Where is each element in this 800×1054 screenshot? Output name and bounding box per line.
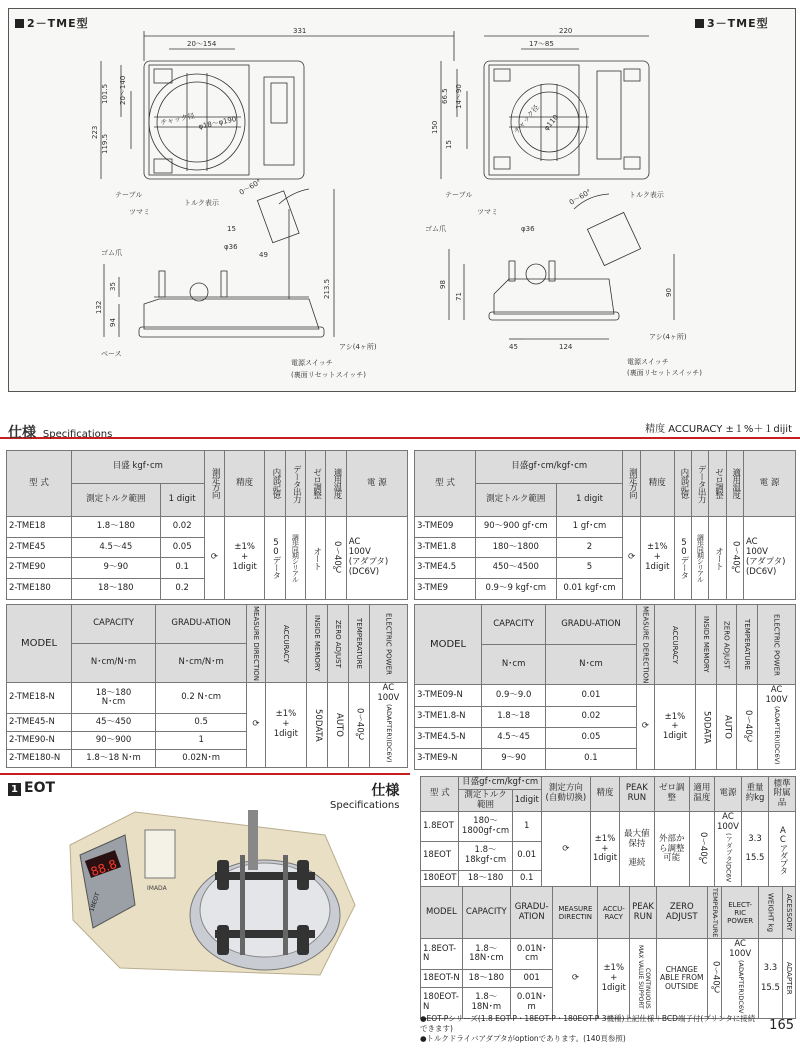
dim-text: 213.5 bbox=[323, 278, 331, 299]
table-row: 18EOT 1.8～18kgf･cm 0.01 bbox=[421, 841, 796, 870]
dim-text: 223 bbox=[91, 125, 99, 139]
part-label: ツマミ bbox=[129, 208, 150, 216]
part-label: 電源スイッチ bbox=[291, 359, 333, 367]
dim-text: 150 bbox=[431, 120, 439, 134]
part-label: (裏面リセットスイッチ) bbox=[627, 369, 703, 377]
rotate-icon: ⟳ bbox=[247, 683, 265, 768]
table-row: 2-TME18-N 18～180 N･cm 0.2 N･cm ⟳ ±1% + 1digit 50DATA AUTO 0～40℃ AC 100V (ADAPTER)(DC6V) bbox=[7, 683, 408, 714]
dim-text: 331 bbox=[293, 27, 307, 35]
table-2tme-en: MODEL CAPACITY GRADU-ATION MEASURE DIRECTION ACCURACY INSIDE MEMORY ZERO ADJUST TEMPERATURE ELECTRIC POWER N･cm/N･m N･cm/N･m 2-TME18-N 18～180 N･cm 0.2 N･cm ⟳ ±1% + 1digit 50DATA AUTO 0～40℃ AC 100V (ADAPTER)(DC6V) 2-TME45-N 45～450 0.5 2-TME90-N 90～900 1 2-TME180-N 1.8～18 N･m 0.02N･m bbox=[6, 604, 408, 768]
dim-text: 14～90 bbox=[455, 84, 463, 109]
dim-text: 101.5 bbox=[101, 83, 109, 104]
svg-text:18EOT: 18EOT bbox=[88, 891, 102, 913]
dim-text: 90 bbox=[665, 288, 673, 297]
dim-text: 35 bbox=[109, 282, 117, 291]
note-item: ●EOT-Pシリーズ(1.8 EOT-P・18EOT-P・180EOT-P 3機種)上記仕様＋BCD端子付(プリンタに接続できます) bbox=[420, 1014, 756, 1033]
table-row: 2-TME180 18～180 0.2 bbox=[7, 579, 408, 600]
table-row: 1.8EOT 180～1800gf･cm 1 ⟳ ±1% + 1digit 最大値保持 連続 外部から調整可能 0～40℃ AC 100V (アダプタ)DC6V 3.3 15.5 ACアダプタ bbox=[421, 812, 796, 841]
part-label: トルク表示 bbox=[184, 199, 219, 207]
dim-text: 15 bbox=[445, 140, 453, 149]
dim-text: チャック径 bbox=[512, 103, 541, 136]
part-label: テーブル bbox=[115, 191, 143, 199]
dim-text: φ36 bbox=[521, 225, 535, 233]
part-label: トルク表示 bbox=[629, 191, 664, 199]
table-row: 1.8EOT-N 1.8～18N･cm 0.01N･cm ⟳ ±1% + 1digit MAX VALUE SUPPORTCONTINUOUS CHANGE ABLE FROM OUTSIDE 0～40℃ AC 100V (ADAPTER)DC6V 3.3 15.5 ADAPTER bbox=[421, 939, 796, 970]
table-row: 2-TME45-N 45～450 0.5 bbox=[7, 714, 408, 732]
dim-text: 94 bbox=[109, 318, 117, 327]
table-row: 3-TME09 90～900 gf･cm 1 gf･cm ⟳ ±1% + 1digit 50データ 調歩同期シリアル オート 0～40℃ AC 100V (アダプタ) (DC6V) bbox=[415, 516, 796, 537]
part-label: テーブル bbox=[445, 191, 473, 199]
table-row: 3-TME09-N 0.9～9.0 0.01 ⟳ ±1% + 1digit 50DATA AUTO 0～40℃ AC 100V (ADAPTER)(DC6V) bbox=[415, 685, 796, 706]
table-row: 3-TME1.8-N 1.8～18 0.02 bbox=[415, 706, 796, 727]
eot-spec-heading: 仕様 Specifications bbox=[330, 783, 400, 811]
dim-text: 0～60° bbox=[568, 187, 593, 207]
dim-text: 124 bbox=[559, 343, 573, 351]
part-label: (裏面リセットスイッチ) bbox=[291, 371, 367, 379]
table-row: 2-TME90 9～90 0.1 bbox=[7, 558, 408, 579]
part-label: ゴム爪 bbox=[425, 225, 446, 233]
table-row: 2-TME90-N 90～900 1 bbox=[7, 732, 408, 750]
dim-text: 45 bbox=[509, 343, 518, 351]
table-row: 180EOT 18～180 0.1 bbox=[421, 871, 796, 888]
svg-text:88.8: 88.8 bbox=[88, 856, 119, 880]
drawing-title-2tme: 2－TME型 bbox=[15, 15, 89, 31]
dim-text: φ18～φ190 bbox=[197, 115, 238, 131]
part-label: 電源スイッチ bbox=[627, 358, 669, 366]
note-item: ●トルクドライバアダプタがoptionであります。(140頁参照) bbox=[420, 1033, 626, 1043]
table-3tme-en: MODEL CAPACITY GRADU-ATION MEASURE DERECTION ACCURACY INSIDE MEMORY ZERO ADJUST TEMPERATURE ELECTRIC POWER N･cm N･cm 3-TME09-N 0.9～9.0 0.01 ⟳ ±1% + 1digit 50DATA AUTO 0～40℃ AC 100V (ADAPTER)(DC6V) 3-TME1.8-N 1.8～18 0.02 3-TME4.5-N 4.5～45 0.05 3-TME9-N 9～90 0.1 bbox=[414, 604, 796, 770]
eot-divider bbox=[0, 773, 410, 775]
dim-text: φ110 bbox=[542, 113, 561, 133]
table-2tme-jp: 型 式 目盛 kgf･cm 測定方向 精度 内部記憶 データ出力 ゼロ調整 適用温度 電 源 測定トルク範囲 1 digit 2-TME18 1.8～180 0.02 ⟳ ±1% + 1digit 50データ 調歩同期シリアル オート 0～40℃ AC 100V (アダプタ) (DC6V) 2-TME45 4.5～45 0.05 2-TME90 9～90 0.1 2-TME180 18～180 0.2 bbox=[6, 450, 408, 600]
drawing-canvas bbox=[9, 9, 795, 391]
dim-text: 20～140 bbox=[119, 75, 127, 105]
eot-heading: 1 EOT bbox=[8, 780, 55, 796]
table-row: 180EOT-N 1.8～18N･m 0.01N･m bbox=[421, 988, 796, 1019]
table-row: 18EOT-N 18～180 001 bbox=[421, 970, 796, 988]
rotate-icon: ⟳ bbox=[636, 685, 654, 770]
part-label: アシ(4ヶ所) bbox=[649, 333, 687, 341]
eot-notes bbox=[420, 1014, 760, 1043]
part-label: ゴム爪 bbox=[101, 249, 122, 257]
table-row: 2-TME45 4.5～45 0.05 bbox=[7, 537, 408, 558]
table-row: 3-TME4.5 450～4500 5 bbox=[415, 558, 796, 579]
dim-text: チャック径 bbox=[159, 111, 196, 127]
table-row: 2-TME180-N 1.8～18 N･m 0.02N･m bbox=[7, 750, 408, 768]
svg-text:IMADA: IMADA bbox=[147, 885, 167, 892]
section-divider bbox=[0, 437, 800, 439]
table-row: 3-TME4.5-N 4.5～45 0.05 bbox=[415, 727, 796, 748]
table-row: 3-TME1.8 180～1800 2 bbox=[415, 537, 796, 558]
dim-text: 119.5 bbox=[101, 133, 109, 154]
dim-text: φ36 bbox=[224, 243, 238, 251]
table-eot-jp: 型 式 目盛gf･cm/kgf･cm 測定方向(自動切換) 精度 PEAK RUN ゼロ調整 適用温度 電源 重量約kg 標準附属品 測定トルク範囲 1digit 1.8EOT 180～1800gf･cm 1 ⟳ ±1% + 1digit 最大値保持 連続 外部から調整可能 0～40℃ AC 100V (アダプタ)DC6V 3.3 15.5 ACアダプタ 18EOT 1.8～18kgf･cm 0.01 180EOT 18～180 0.1 bbox=[420, 776, 796, 888]
dim-text: 132 bbox=[95, 300, 103, 314]
drawing-title-3tme: 3－TME型 bbox=[695, 15, 769, 31]
table-row: 3-TME9-N 9～90 0.1 bbox=[415, 749, 796, 770]
eot-device-photo bbox=[65, 800, 365, 990]
dim-text: 66.5 bbox=[441, 88, 449, 104]
rotate-icon: ⟳ bbox=[553, 939, 598, 1019]
dim-text: 71 bbox=[455, 292, 463, 301]
table-3tme-jp: 型 式 目盛gf･cm/kgf･cm 測定方向 精度 内部記憶 データ出力 ゼロ調整 適用温度 電 源 測定トルク範囲 1 digit 3-TME09 90～900 gf･cm 1 gf･cm ⟳ ±1% + 1digit 50データ 調歩同期シリアル オート 0～40℃ AC 100V (アダプタ) (DC6V) 3-TME1.8 180～1800 2 3-TME4.5 450～4500 5 3-TME9 0.9～9 kgf･cm 0.01 kgf･cm bbox=[414, 450, 796, 600]
rotate-icon: ⟳ bbox=[623, 516, 640, 599]
rotate-icon: ⟳ bbox=[204, 516, 224, 599]
table-eot-en: MODEL CAPACITY GRADU-ATION MEASURE DIRECTIN ACCU-RACY PEAK RUN ZERO ADJUST TEMPERA-TURE ELECT-RIC POWER WEIGHT kg ACESSORY 1.8EOT-N 1.8～18N･cm 0.01N･cm ⟳ ±1% + 1digit MAX VALUE SUPPORTCONTINUOUS CHANGE ABLE FROM OUTSIDE 0～40℃ AC 100V (ADAPTER)DC6V 3.3 15.5 ADAPTER 18EOT-N 18～180 001 180EOT-N 1.8～18N･m 0.01N･m bbox=[420, 886, 796, 1019]
table-row: 3-TME9 0.9～9 kgf･cm 0.01 kgf･cm bbox=[415, 579, 796, 600]
dim-text: 20～154 bbox=[187, 40, 217, 48]
dim-text: 0～60° bbox=[238, 177, 263, 197]
dim-text: 220 bbox=[559, 27, 573, 35]
dim-text: 49 bbox=[259, 251, 268, 259]
technical-drawings bbox=[8, 8, 796, 392]
dim-text: 17～85 bbox=[529, 40, 554, 48]
dim-text: 15 bbox=[227, 225, 236, 233]
part-label: ツマミ bbox=[477, 208, 498, 216]
table-row: 2-TME18 1.8～180 0.02 ⟳ ±1% + 1digit 50データ 調歩同期シリアル オート 0～40℃ AC 100V (アダプタ) (DC6V) bbox=[7, 516, 408, 537]
spec-heading: 仕様 Specifications bbox=[8, 425, 113, 441]
accuracy-note: 精度 ACCURACY ±１%＋１dijit bbox=[645, 424, 792, 435]
part-label: ベース bbox=[101, 350, 122, 358]
rotate-icon: ⟳ bbox=[541, 812, 590, 888]
page-number: 165 bbox=[769, 1018, 794, 1033]
dim-text: 98 bbox=[439, 280, 447, 289]
part-label: アシ(4ヶ所) bbox=[339, 343, 377, 351]
